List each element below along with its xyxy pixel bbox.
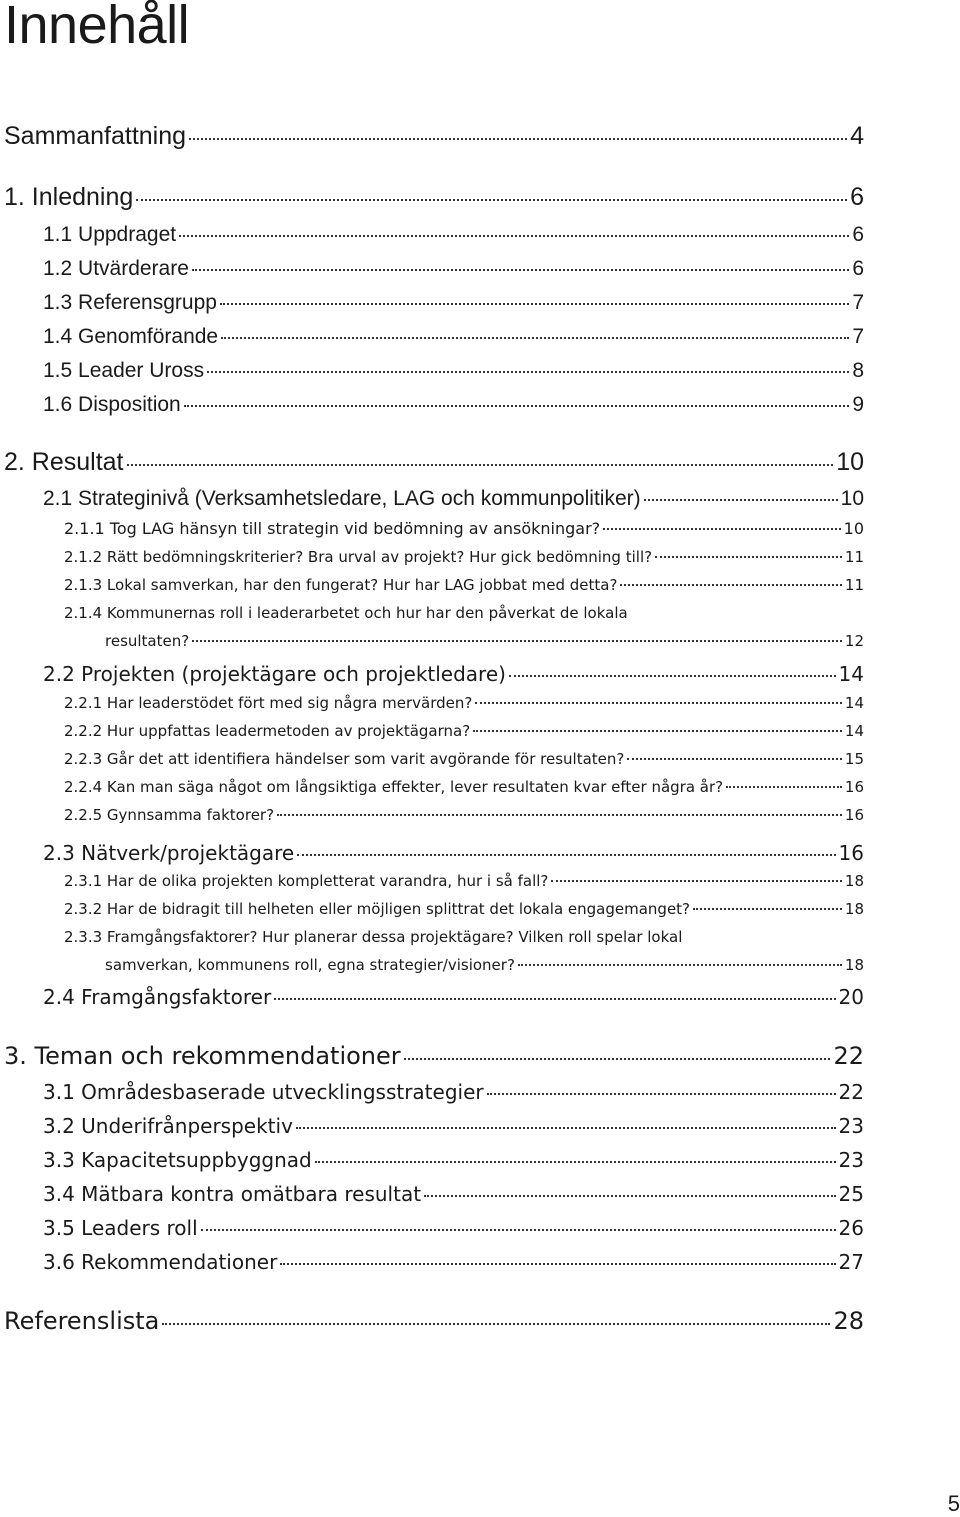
toc-entry[interactable] — [64, 956, 864, 974]
toc-label: 1. Inledning — [4, 183, 134, 211]
toc-label: 2.2 Projekten (projektägare och projektledare) — [43, 662, 506, 686]
toc-entry[interactable] — [64, 750, 864, 768]
toc-page: 23 — [838, 1148, 864, 1172]
toc-page: 14 — [844, 694, 864, 712]
leader-dots — [404, 1058, 831, 1060]
toc-label: 1.4 Genomförande — [43, 325, 219, 348]
toc-label: 1.1 Uppdraget — [43, 223, 177, 246]
toc-label: 2.3.2 Har de bidragit till helheten eller möjligen splittrat det lokala engagemanget? — [64, 900, 691, 918]
toc-entry[interactable] — [43, 662, 864, 686]
toc-page: 11 — [844, 576, 864, 594]
leader-dots — [315, 1161, 836, 1163]
toc-label: resultaten? — [105, 632, 190, 650]
toc-page: 9 — [852, 393, 864, 416]
toc-entry[interactable] — [43, 257, 864, 281]
toc-label: Sammanfattning — [4, 122, 187, 150]
toc-page: 10 — [843, 519, 864, 538]
toc-entry[interactable] — [64, 694, 864, 712]
toc-label: 2.1.2 Rätt bedömningskriterier? Bra urval av projekt? Hur gick bedömning till? — [64, 548, 653, 566]
toc-page: 16 — [844, 806, 864, 824]
leader-dots — [280, 1263, 835, 1265]
toc-label: 3.6 Rekommendationer — [43, 1250, 278, 1274]
toc-entry[interactable] — [43, 1114, 864, 1138]
toc-label: 2.2.5 Gynnsamma faktorer? — [64, 806, 275, 824]
toc-entry[interactable] — [64, 548, 864, 566]
leader-dots — [726, 786, 842, 788]
toc-entry[interactable] — [64, 778, 864, 796]
leader-dots — [424, 1195, 836, 1197]
leader-dots — [655, 556, 842, 558]
toc-label: Referenslista — [4, 1307, 160, 1335]
leader-dots — [179, 235, 849, 237]
toc-label-line: 2.3.3 Framgångsfaktorer? Hur planerar dessa projektägare? Vilken roll spelar lokal — [64, 928, 683, 946]
toc-entry[interactable] — [64, 722, 864, 740]
leader-dots — [277, 814, 842, 816]
toc-page: 6 — [852, 223, 864, 246]
toc-page: 7 — [852, 325, 864, 348]
toc-page: 26 — [838, 1216, 864, 1240]
toc-entry[interactable] — [43, 1250, 864, 1274]
toc-label: 1.2 Utvärderare — [43, 257, 189, 280]
toc-entry[interactable] — [43, 223, 864, 247]
toc-label: 2.4 Framgångsfaktorer — [43, 985, 272, 1009]
toc-label: samverkan, kommunens roll, egna strategier/visioner? — [105, 956, 515, 974]
leader-dots — [274, 998, 835, 1000]
toc-page: 22 — [838, 1080, 864, 1104]
toc-page: 6 — [850, 183, 864, 211]
leader-dots — [192, 640, 842, 642]
toc-entry[interactable] — [64, 806, 864, 824]
toc-label: 3.1 Områdesbaserade utvecklingsstrategier — [43, 1080, 484, 1104]
leader-dots — [518, 964, 842, 966]
toc-entry[interactable] — [43, 1216, 864, 1240]
toc-page: 22 — [833, 1042, 864, 1070]
toc-label: 2.1 Strateginivå (Verksamhetsledare, LAG och kommunpolitiker) — [43, 487, 641, 510]
leader-dots — [627, 758, 842, 760]
toc-label: 2. Resultat — [4, 448, 124, 476]
toc-page: 18 — [844, 956, 864, 974]
leader-dots — [162, 1323, 830, 1325]
toc-label: 2.1.3 Lokal samverkan, har den fungerat? Hur har LAG jobbat med detta? — [64, 576, 618, 594]
toc-label: 2.2.3 Går det att identifiera händelser som varit avgörande för resultaten? — [64, 750, 625, 768]
toc-entry[interactable] — [64, 632, 864, 650]
toc-page: 28 — [833, 1307, 864, 1335]
leader-dots — [551, 880, 842, 882]
toc-page: 16 — [844, 778, 864, 796]
leader-dots — [184, 405, 850, 407]
toc-entry[interactable] — [43, 985, 864, 1009]
leader-dots — [297, 854, 835, 856]
leader-dots — [220, 303, 849, 305]
toc-entry[interactable] — [43, 291, 864, 315]
toc-entry[interactable] — [4, 122, 864, 151]
toc-label: 3. Teman och rekommendationer — [4, 1042, 401, 1070]
toc-entry[interactable] — [43, 1148, 864, 1172]
toc-page: 10 — [840, 487, 864, 510]
leader-dots — [127, 464, 834, 466]
toc-entry[interactable] — [64, 900, 864, 918]
leader-dots — [473, 730, 842, 732]
toc-entry[interactable] — [64, 872, 864, 890]
toc-entry[interactable] — [4, 183, 864, 212]
leader-dots — [644, 499, 838, 501]
toc-page: 14 — [844, 722, 864, 740]
leader-dots — [192, 269, 849, 271]
leader-dots — [603, 528, 840, 530]
toc-entry[interactable] — [43, 487, 864, 511]
page-title: Innehåll — [4, 0, 190, 55]
toc-label-line: 2.1.4 Kommunernas roll i leaderarbetet och hur har den påverkat de lokala — [64, 604, 628, 622]
toc-entry[interactable] — [43, 393, 864, 417]
leader-dots — [136, 199, 847, 201]
toc-label: 2.3.1 Har de olika projekten kompletterat varandra, hur i så fall? — [64, 872, 549, 890]
toc-page: 20 — [838, 985, 864, 1009]
toc-page: 18 — [844, 900, 864, 918]
toc-entry[interactable] — [43, 359, 864, 383]
toc-page: 27 — [838, 1250, 864, 1274]
toc-label: 3.5 Leaders roll — [43, 1216, 198, 1240]
toc-entry[interactable] — [64, 576, 864, 594]
toc-label: 2.1.1 Tog LAG hänsyn till strategin vid bedömning av ansökningar? — [64, 519, 601, 538]
toc-label: 1.5 Leader Uross — [43, 359, 205, 382]
toc-page: 15 — [844, 750, 864, 768]
toc-entry[interactable] — [43, 841, 864, 865]
toc-page: 16 — [838, 841, 864, 865]
toc-page: 18 — [844, 872, 864, 890]
toc-label: 2.2.2 Hur uppfattas leadermetoden av projektägarna? — [64, 722, 471, 740]
toc-label: 1.6 Disposition — [43, 393, 181, 416]
toc-label: 1.3 Referensgrupp — [43, 291, 217, 314]
toc-label: 3.2 Underifrånperspektiv — [43, 1114, 293, 1138]
toc-entry[interactable] — [64, 519, 864, 538]
toc-entry[interactable] — [4, 1307, 864, 1335]
leader-dots — [221, 337, 849, 339]
toc-page: 6 — [852, 257, 864, 280]
toc-page: 4 — [850, 122, 864, 150]
toc-label: 2.2.1 Har leaderstödet fört med sig några mervärden? — [64, 694, 473, 712]
toc-page: 12 — [844, 632, 864, 650]
toc-label: 3.4 Mätbara kontra omätbara resultat — [43, 1182, 422, 1206]
toc-page: 23 — [838, 1114, 864, 1138]
toc-page: 8 — [852, 359, 864, 382]
leader-dots — [620, 584, 841, 586]
toc-page: 10 — [836, 448, 864, 476]
toc-label: 3.3 Kapacitetsuppbyggnad — [43, 1148, 312, 1172]
toc-label: 2.2.4 Kan man säga något om långsiktiga effekter, lever resultaten kvar efter några år? — [64, 778, 724, 796]
leader-dots — [189, 138, 847, 140]
page-number: 5 — [947, 1491, 960, 1516]
leader-dots — [296, 1127, 836, 1129]
toc-entry[interactable] — [4, 448, 864, 477]
leader-dots — [509, 675, 836, 677]
toc-entry[interactable] — [43, 1080, 864, 1104]
toc-page: 14 — [838, 662, 864, 686]
toc-page: 7 — [852, 291, 864, 314]
toc-page: 25 — [838, 1182, 864, 1206]
leader-dots — [693, 908, 842, 910]
leader-dots — [475, 702, 842, 704]
leader-dots — [201, 1229, 836, 1231]
leader-dots — [207, 371, 849, 373]
toc-entry[interactable] — [43, 1182, 864, 1206]
toc-entry[interactable] — [43, 325, 864, 349]
leader-dots — [487, 1093, 836, 1095]
toc-page: 11 — [844, 548, 864, 566]
toc-label: 2.3 Nätverk/projektägare — [43, 841, 295, 865]
toc-entry[interactable] — [4, 1042, 864, 1070]
